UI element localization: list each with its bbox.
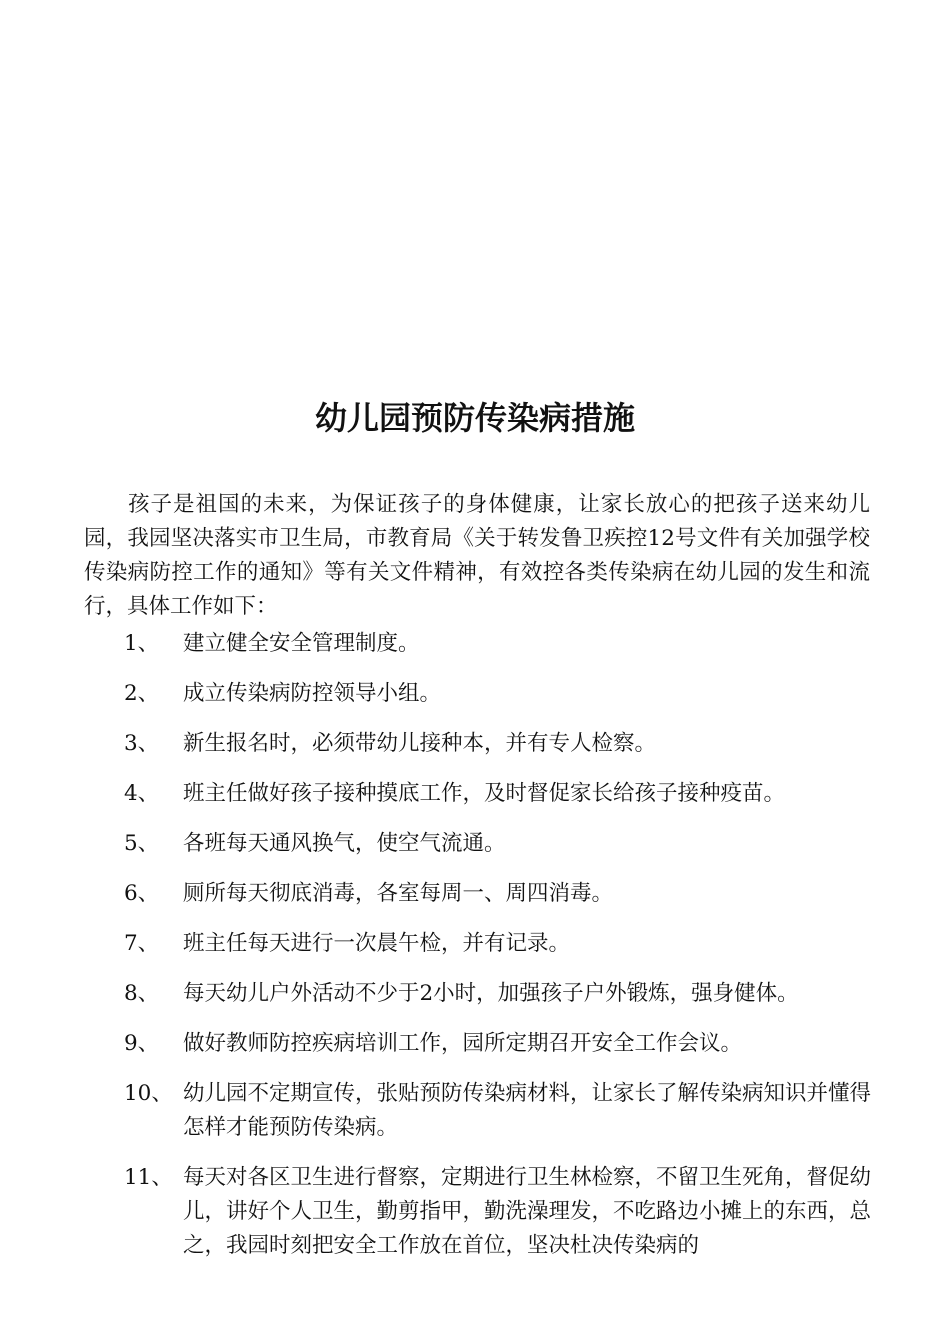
list-item-text: 班主任做好孩子接种摸底工作，及时督促家长给孩子接种疫苗。	[183, 781, 786, 806]
list-item	[0, 627, 950, 661]
list-item	[0, 777, 950, 811]
list-item	[0, 977, 950, 1011]
list-item-text: 建立健全安全管理制度。	[183, 631, 420, 656]
list-item-number: 4、	[124, 781, 160, 806]
list-item-text: 幼儿园不定期宣传，张贴预防传染病材料，让家长了解传染病知识并懂得怎样才能预防传染病。	[183, 1081, 872, 1140]
list-item-number: 1、	[124, 631, 160, 656]
list-item	[0, 1077, 950, 1145]
list-item-number: 2、	[124, 681, 160, 706]
list-item-number: 11、	[124, 1165, 173, 1190]
list-item-number: 7、	[124, 931, 160, 956]
list-item	[0, 1161, 950, 1263]
list-item	[0, 827, 950, 861]
list-item	[0, 877, 950, 911]
measures-list	[0, 627, 950, 1279]
list-item-text: 新生报名时，必须带幼儿接种本，并有专人检察。	[183, 731, 657, 756]
list-item-number: 9、	[124, 1031, 160, 1056]
list-item-text: 做好教师防控疾病培训工作，园所定期召开安全工作会议。	[183, 1031, 743, 1056]
list-item-number: 5、	[124, 831, 160, 856]
list-item-number: 8、	[124, 981, 160, 1006]
list-item-text: 班主任每天进行一次晨午检，并有记录。	[183, 931, 571, 956]
list-item-text: 成立传染病防控领导小组。	[183, 681, 442, 706]
list-item-number: 10、	[124, 1081, 173, 1106]
intro-paragraph: 孩子是祖国的未来，为保证孩子的身体健康，让家长放心的把孩子送来幼儿园，我园坚决落实市卫生局，市教育局《关于转发鲁卫疾控12号文件有关加强学校传染病防控工作的通知》等有关文件精神，有效控各类传染病在幼儿园的发生和流行，具体工作如下：	[84, 492, 870, 619]
list-item-text: 厕所每天彻底消毒，各室每周一、周四消毒。	[183, 881, 614, 906]
list-item-number: 3、	[124, 731, 160, 756]
list-item	[0, 1027, 950, 1061]
document-title: 幼儿园预防传染病措施	[314, 399, 635, 437]
list-item-text: 每天幼儿户外活动不少于2小时，加强孩子户外锻炼，强身健体。	[183, 981, 799, 1006]
list-item-text: 每天对各区卫生进行督察，定期进行卫生林检察，不留卫生死角，督促幼儿，讲好个人卫生，勤剪指甲，勤洗澡理发，不吃路边小摊上的东西，总之，我园时刻把安全工作放在首位，坚决杜决传染病的	[183, 1165, 872, 1258]
list-item-number: 6、	[124, 881, 160, 906]
list-item	[0, 927, 950, 961]
list-item	[0, 677, 950, 711]
list-item	[0, 727, 950, 761]
list-item-text: 各班每天通风换气，使空气流通。	[183, 831, 506, 856]
